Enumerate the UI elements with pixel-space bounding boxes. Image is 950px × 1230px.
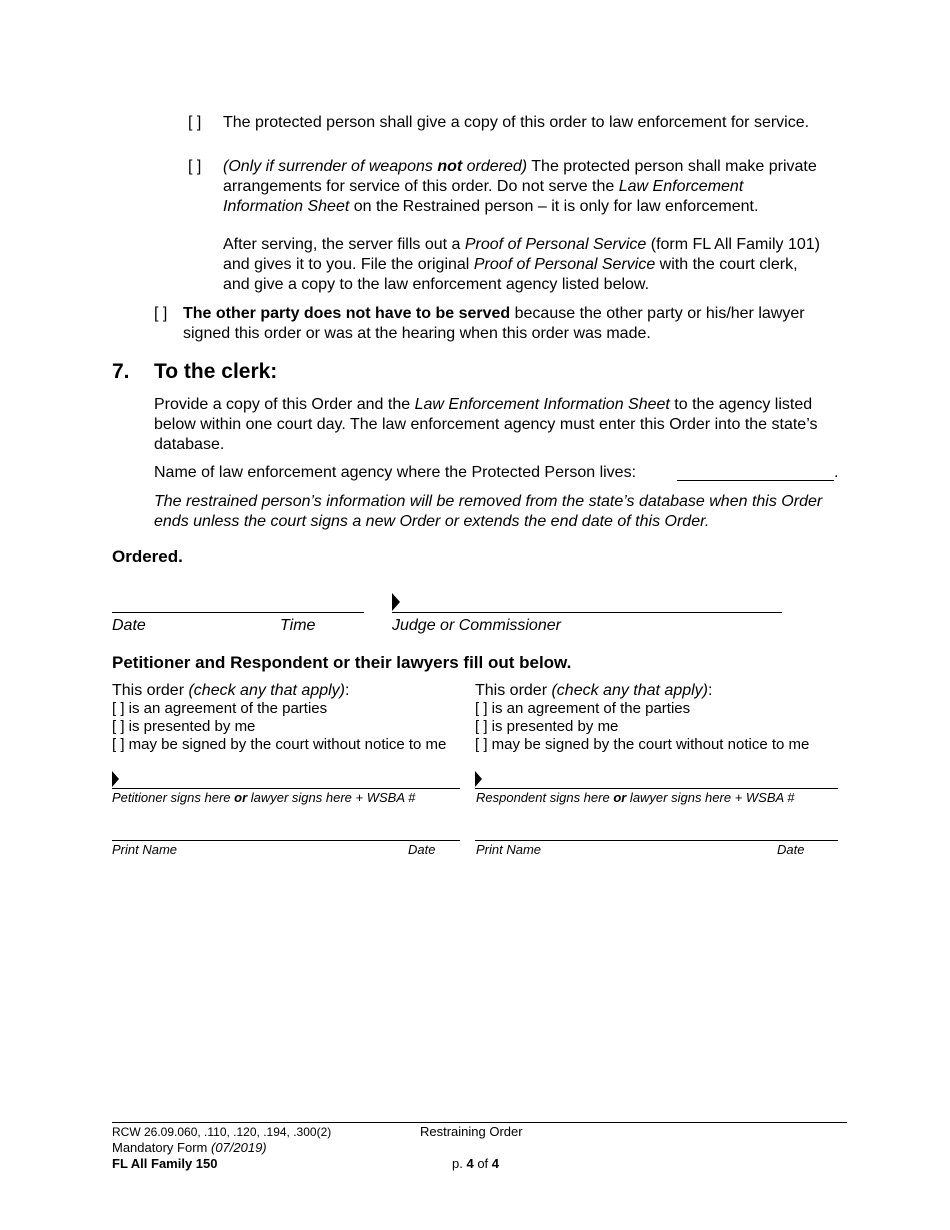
sign-here-arrow-icon — [392, 593, 400, 611]
p1-les: Law Enforcement Information Sheet — [414, 396, 670, 413]
petitioner-check-agreement[interactable]: [ ] is an agreement of the parties — [112, 700, 328, 717]
intro-c: : — [708, 682, 713, 699]
p1-c: to the agency listed below within one court day. The law enforcement agency must enter this Order into the state’s database. — [154, 396, 818, 453]
date-time-line[interactable] — [112, 612, 364, 613]
petitioner-check-no-notice[interactable]: [ ] may be signed by the court without notice to me — [112, 736, 447, 753]
respondent-date-label: Date — [777, 842, 805, 857]
condition-text-end: ordered) — [462, 158, 528, 175]
footer-rcw: RCW 26.09.060, .110, .120, .194, .300(2) — [112, 1125, 332, 1139]
sign-here-arrow-icon — [475, 771, 482, 787]
footer-mandatory — [112, 1140, 267, 1156]
respondent-intro — [475, 681, 712, 701]
judge-label: Judge or Commissioner — [392, 617, 561, 634]
checkbox[interactable]: [ ] — [154, 305, 168, 322]
section-title: To the clerk: — [154, 360, 278, 383]
after-a: After serving, the server fills out a — [223, 236, 465, 253]
petitioner-intro — [112, 681, 349, 701]
checkbox[interactable]: [ ] — [188, 114, 202, 131]
proof-title-2: Proof of Personal Service — [473, 256, 656, 273]
mandatory-date: (07/2019) — [210, 1140, 267, 1155]
option-private-service — [223, 157, 823, 217]
p1-a: Provide a copy of this Order and the — [154, 396, 415, 413]
footer-divider — [112, 1122, 847, 1123]
intro-b: (check any that apply) — [188, 682, 345, 699]
mandatory-a: Mandatory Form — [112, 1140, 211, 1155]
condition-not: not — [437, 158, 463, 175]
footer-title: Restraining Order — [420, 1124, 523, 1139]
respondent-sign-label — [476, 790, 795, 806]
footer-form-id: FL All Family 150 — [112, 1156, 218, 1171]
left-sig-c: lawyer signs here + WSBA # — [247, 790, 416, 805]
condition-text: (Only if surrender of weapons — [223, 158, 438, 175]
proof-title-1: Proof of Personal Service — [464, 236, 647, 253]
respondent-check-no-notice[interactable]: [ ] may be signed by the court without notice to me — [475, 736, 810, 753]
right-sig-a: Respondent signs here — [476, 790, 614, 805]
right-sig-or: or — [613, 790, 627, 805]
sign-here-arrow-icon — [112, 771, 119, 787]
judge-signature-line[interactable] — [392, 612, 782, 613]
respondent-check-agreement[interactable]: [ ] is an agreement of the parties — [475, 700, 691, 717]
respondent-signature-line[interactable] — [475, 788, 838, 789]
respondent-print-name-label: Print Name — [476, 842, 542, 857]
petitioner-date-label: Date — [408, 842, 436, 857]
right-sig-c: lawyer signs here + WSBA # — [626, 790, 795, 805]
time-label: Time — [280, 617, 316, 634]
after-e: with the court clerk, and give a copy to the law enforcement agency listed below. — [223, 256, 798, 293]
clerk-instructions — [154, 395, 844, 455]
petitioner-sign-label — [112, 790, 415, 806]
respondent-check-presented[interactable]: [ ] is presented by me — [475, 718, 619, 735]
private-service-text: The protected person shall make private arrangements for service of this order. Do not serve the — [223, 158, 817, 195]
left-sig-a: Petitioner signs here — [112, 790, 235, 805]
page-a: p. — [452, 1156, 467, 1171]
intro-a: This order — [112, 682, 189, 699]
petitioner-print-name-label: Print Name — [112, 842, 178, 857]
page-total: 4 — [491, 1156, 500, 1171]
petitioner-check-presented[interactable]: [ ] is presented by me — [112, 718, 256, 735]
section-number: 7. — [112, 360, 130, 383]
agency-label: Name of law enforcement agency where the Protected Person lives: — [154, 464, 637, 481]
after-serving-text — [223, 235, 823, 295]
option-serve-law-enforcement: The protected person shall give a copy of this order to law enforcement for service. — [223, 114, 810, 131]
respondent-print-line[interactable] — [475, 840, 838, 841]
ordered-heading: Ordered. — [112, 547, 183, 566]
parties-heading: Petitioner and Respondent or their lawyers fill out below. — [112, 653, 572, 672]
no-service-text: because the other party or his/her lawyer signed this order or was at the hearing when this order was made. — [183, 305, 805, 342]
database-note: The restrained person’s information will be removed from the state’s database when this Order ends unless the court signs a new Order or extends the end date of this Order. — [154, 493, 823, 530]
option-no-service — [183, 304, 843, 344]
intro-c: : — [345, 682, 350, 699]
intro-b: (check any that apply) — [551, 682, 708, 699]
page-num: 4 — [466, 1156, 474, 1171]
petitioner-print-line[interactable] — [112, 840, 460, 841]
footer-page-number — [452, 1156, 499, 1172]
left-sig-or: or — [234, 790, 248, 805]
agency-period: . — [834, 464, 839, 481]
private-service-text-end: on the Restrained person – it is only for law enforcement. — [349, 198, 759, 215]
after-c: (form FL All Family 101) and gives it to you. File the original — [223, 236, 820, 273]
petitioner-signature-line[interactable] — [112, 788, 460, 789]
no-service-bold: The other party does not have to be served — [183, 305, 511, 322]
les-title: Law Enforcement Information Sheet — [223, 178, 744, 215]
date-label: Date — [112, 617, 146, 634]
checkbox[interactable]: [ ] — [188, 158, 202, 175]
agency-input-line[interactable] — [677, 480, 834, 481]
intro-a: This order — [475, 682, 552, 699]
page-b: of — [473, 1156, 492, 1171]
